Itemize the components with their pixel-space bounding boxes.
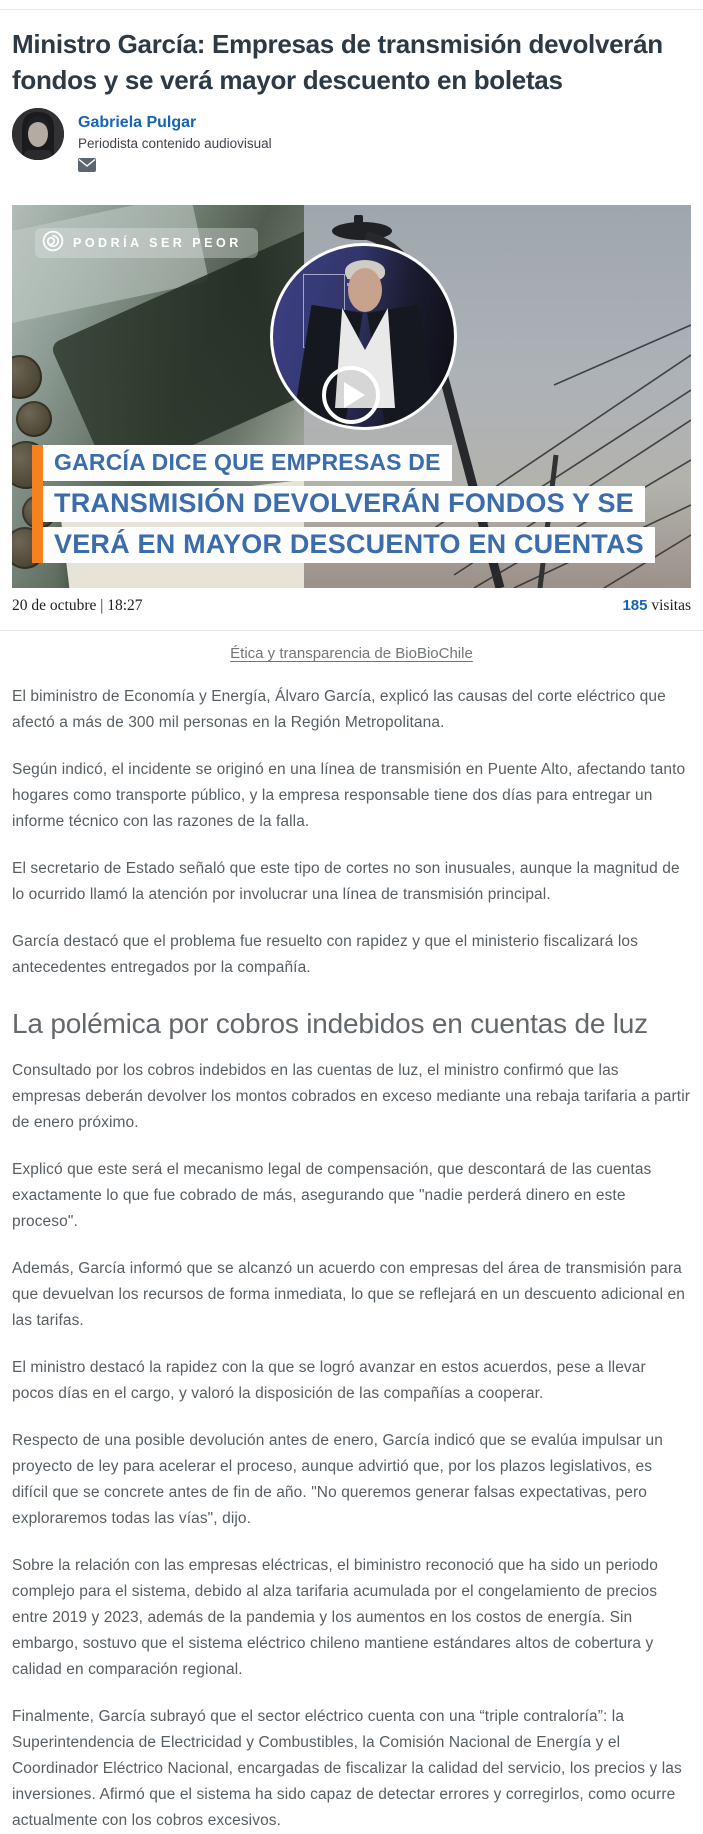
caption-line: VERÁ EN MAYOR DESCUENTO EN CUENTAS [43, 527, 655, 563]
top-divider [0, 0, 703, 10]
views-count: 185 [622, 597, 648, 614]
views-label: visitas [651, 597, 691, 614]
play-icon [344, 382, 365, 408]
article-paragraph: Respecto de una posible devolución antes de enero, García indicó que se evalúa impulsar un proyecto de ley para acelerar el proceso, aunque advirtió que, por los plazos legislativos, es difícil que se concrete antes de fin de año. "No queremos generar falsas expectativas, pero exploraremos todas las vías", dijo. [12, 1432, 663, 1527]
article-paragraph: El secretario de Estado señaló que este tipo de cortes no son inusuales, aunque la magnitud de lo ocurrido llamó la atención por involucrar una línea de transmisión principal. [12, 860, 680, 903]
section-divider [0, 630, 703, 631]
video-caption [32, 445, 655, 563]
author-role: Periodista contenido audiovisual [78, 136, 272, 151]
biobio-spiral-icon [42, 230, 64, 257]
publish-date: 20 de octubre | 18:27 [12, 597, 143, 614]
page-title: Ministro García: Empresas de transmisión devolverán fondos y se verá mayor descuento en boletas [12, 29, 663, 95]
caption-line: GARCÍA DICE QUE EMPRESAS DE [43, 445, 452, 481]
caption-line: TRANSMISIÓN DEVOLVERÁN FONDOS Y SE [43, 486, 645, 522]
video-badge-label: PODRÍA SER PEOR [73, 236, 242, 250]
author-name-link[interactable]: Gabriela Pulgar [78, 114, 197, 131]
author-byline [12, 108, 691, 175]
article-paragraph: García destacó que el problema fue resuelto con rapidez y que el ministerio fiscalizará los antecedentes entregados por la compañía. [12, 933, 638, 976]
ethics-link[interactable]: Ética y transparencia de BioBioChile [230, 645, 473, 662]
views-counter [622, 597, 691, 615]
article-paragraph: Según indicó, el incidente se originó en una línea de transmisión en Puente Alto, afectando tanto hogares como transporte público, y la empresa responsable tiene dos días para entregar un informe técnico con las razones de la falla. [12, 761, 686, 830]
video-badge [35, 228, 258, 258]
caption-accent-bar [32, 445, 43, 563]
article-paragraph: Consultado por los cobros indebidos en las cuentas de luz, el ministro confirmó que las empresas deberán devolver los montos cobrados en exceso mediante una rebaja tarifaria a partir de enero próximo. [12, 1062, 690, 1131]
article-paragraph: Sobre la relación con las empresas eléctricas, el biministro reconoció que ha sido un periodo complejo para el sistema, debido al alza tarifaria acumulada por el congelamiento de precios entre 2019 y 2023, además de la pandemia y los aumentos en los costos de energía. Sin embargo, sostuvo que el sistema eléctrico chileno mantiene estándares altos de cobertura y calidad en comparación regional. [12, 1557, 659, 1678]
email-author-button[interactable] [78, 158, 96, 175]
article-paragraph: Además, García informó que se alcanzó un acuerdo con empresas del área de transmisión para que devuelvan los recursos de forma inmediata, lo que se reflejará en un descuento adicional en las tarifas. [12, 1260, 685, 1329]
avatar [12, 108, 64, 160]
article-body [12, 684, 691, 1834]
article-paragraph: Finalmente, García subrayó que el sector eléctrico cuenta con una “triple contraloría”: la Superintendencia de Electricidad y Combustibles, la Comisión Nacional de Energía y el Coordinador Eléctrico Nacional, encargadas de fiscalizar la calidad del servicio, los precios y las inversiones. Afirmó que el sistema ha sido capaz de detectar errores y corregirlos, como ocurre actualmente con los cobros excesivos. [12, 1708, 682, 1829]
play-button[interactable] [322, 366, 380, 424]
section-heading: La polémica por cobros indebidos en cuentas de luz [12, 1008, 648, 1039]
article-paragraph: El ministro destacó la rapidez con la que se logró avanzar en estos acuerdos, pese a llevar pocos días en el cargo, y valoró la disposición de las compañías a cooperar. [12, 1359, 646, 1402]
article-paragraph: Explicó que este será el mecanismo legal de compensación, que descontará de las cuentas exactamente lo que fue cobrado de más, asegurando que "nadie perderá dinero en este proceso". [12, 1161, 652, 1230]
article-paragraph: El biministro de Economía y Energía, Álvaro García, explicó las causas del corte eléctrico que afectó a más de 300 mil personas en la Región Metropolitana. [12, 688, 666, 731]
video-player[interactable] [12, 205, 691, 588]
envelope-icon [78, 160, 96, 175]
article-meta [12, 597, 691, 615]
